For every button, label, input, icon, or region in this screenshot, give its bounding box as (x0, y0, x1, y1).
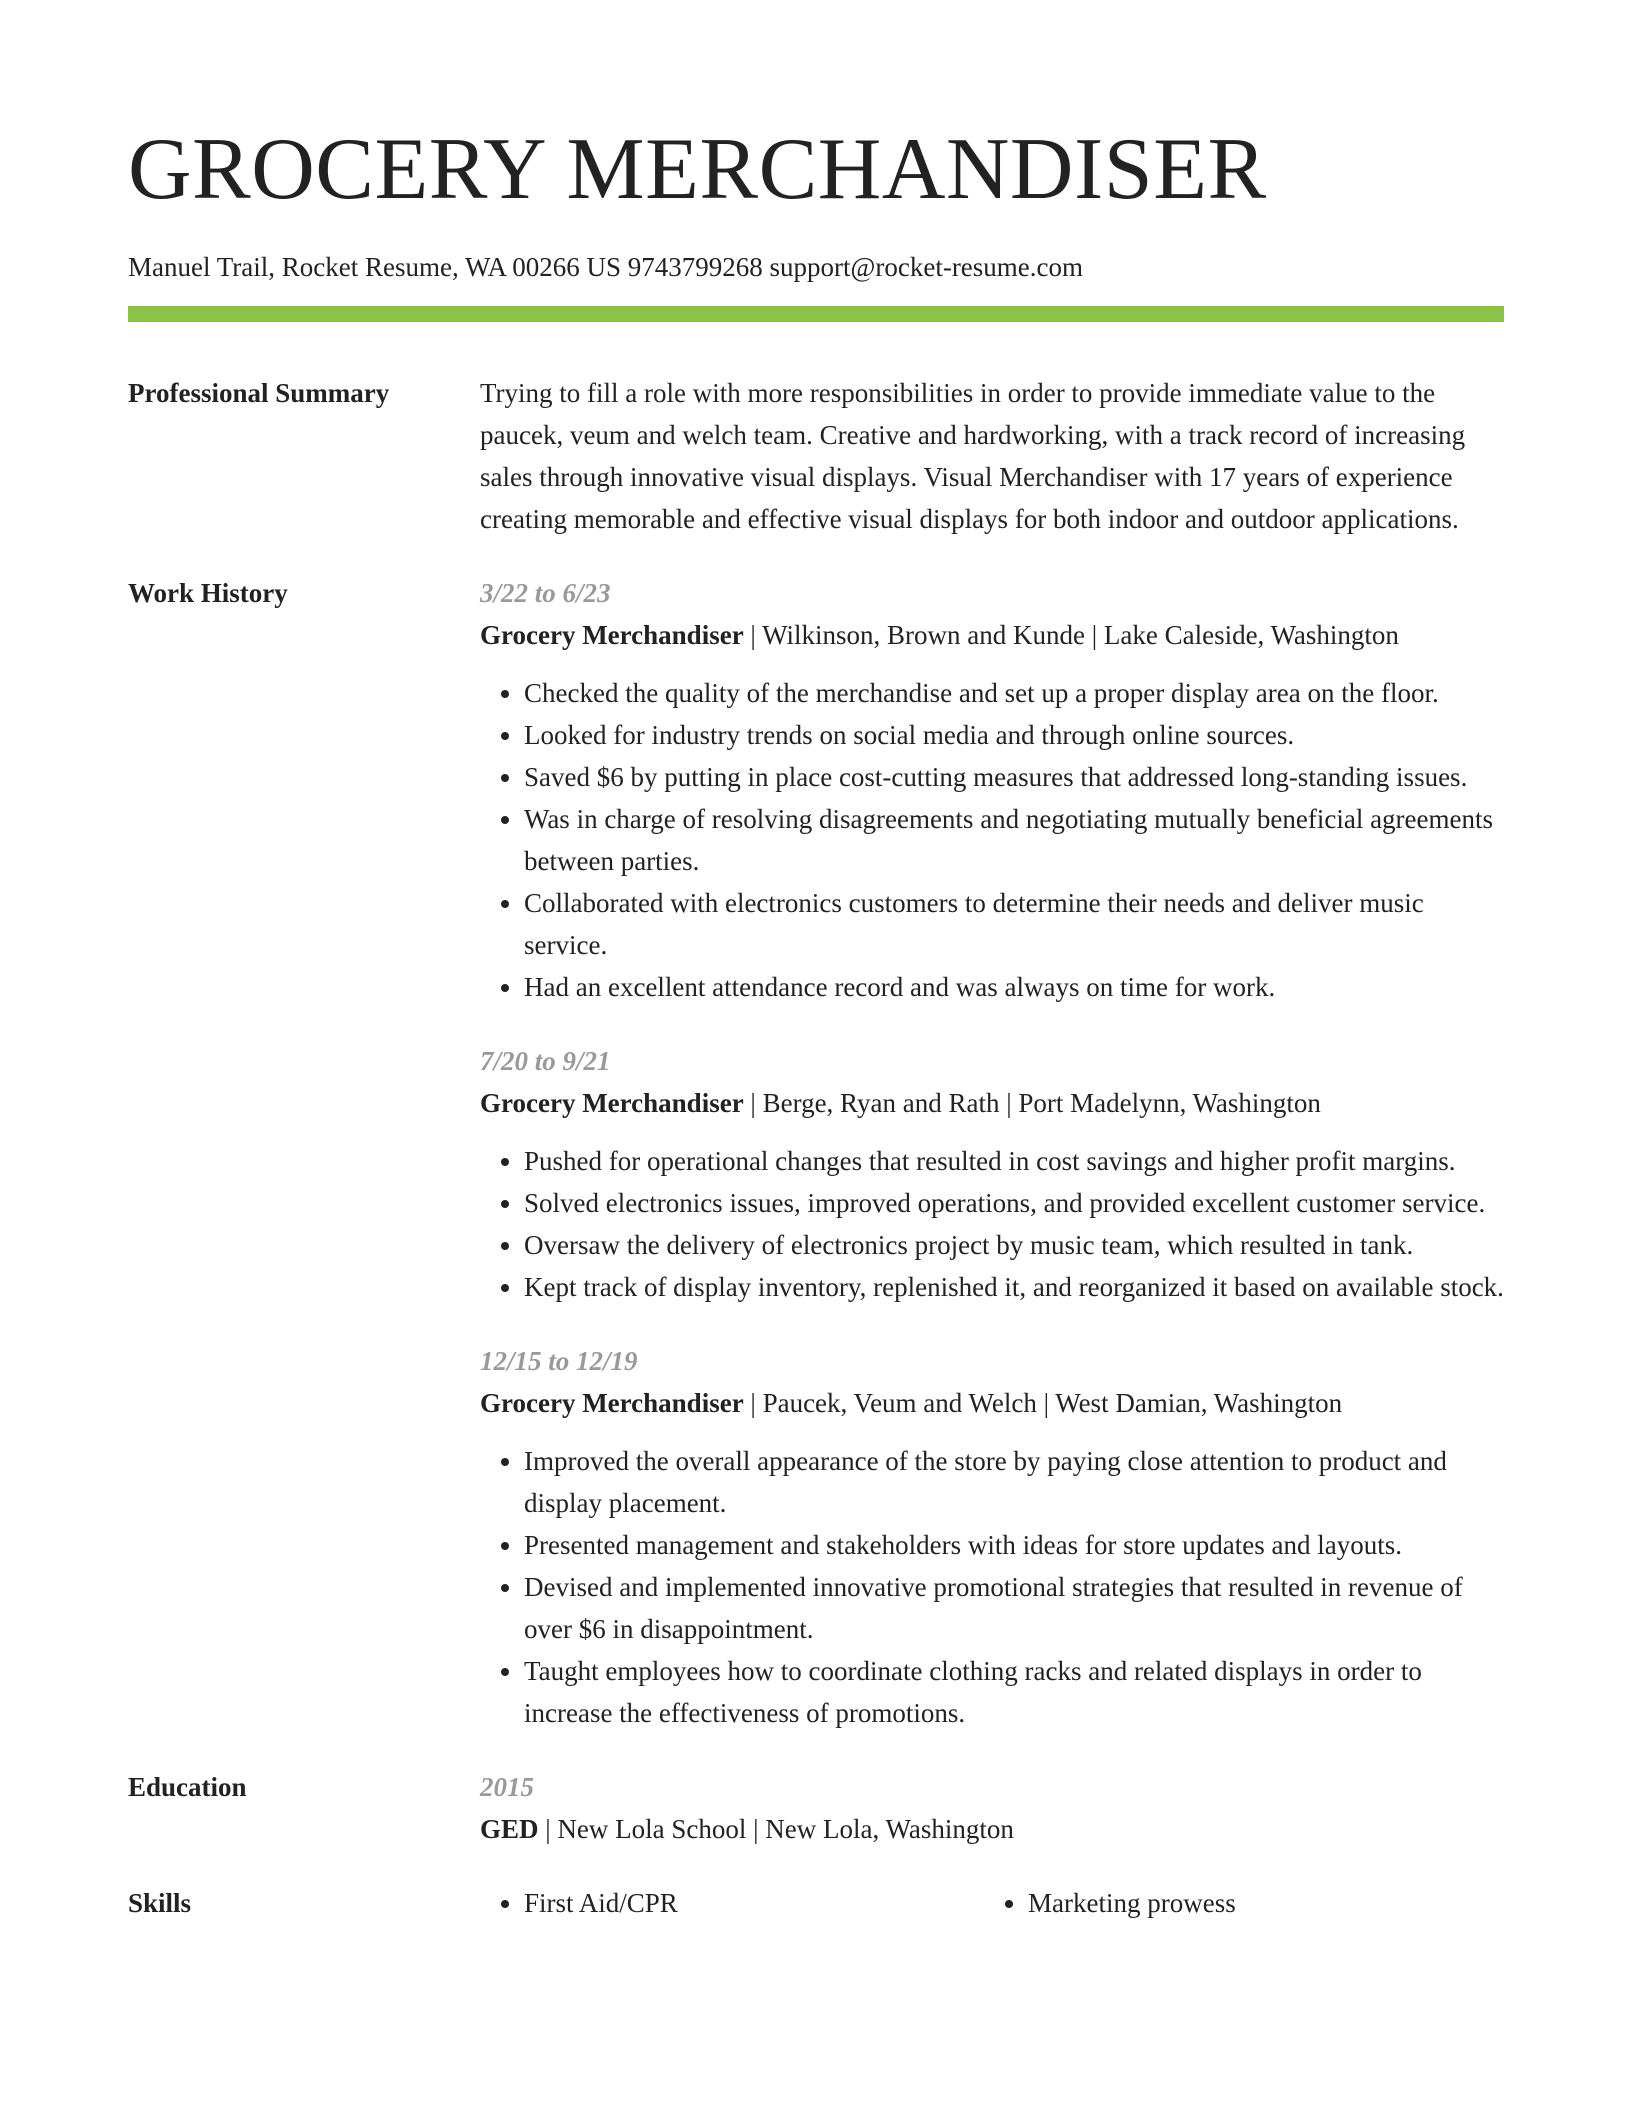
job-dates: 7/20 to 9/21 (480, 1046, 611, 1076)
job-bullet: • Presented management and stakeholders with ideas for store updates and layouts. (524, 1524, 1504, 1566)
contact-line: Manuel Trail, Rocket Resume, WA 00266 US 9743799268 support@rocket-resume.com (128, 252, 1084, 282)
education-heading: Education (128, 1772, 247, 1802)
job-bullet: • Taught employees how to coordinate clothing racks and related displays in order to increase the effectiveness of promotions. (524, 1650, 1504, 1734)
job-bullet: • Solved electronics issues, improved operations, and provided excellent customer service. (524, 1182, 1504, 1224)
job-dates: 3/22 to 6/23 (480, 578, 611, 608)
summary-heading: Professional Summary (128, 378, 390, 408)
job-bullet: • Was in charge of resolving disagreements and negotiating mutually beneficial agreements between parties. (524, 798, 1504, 882)
job-title-line (480, 1382, 1504, 1424)
skill-item: • Marketing prowess (1028, 1882, 1488, 1924)
job-bullet: • Devised and implemented innovative promotional strategies that resulted in revenue of over $6 in disappointment. (524, 1566, 1504, 1650)
accent-divider (128, 306, 1504, 322)
job-dates: 12/15 to 12/19 (480, 1346, 638, 1376)
job-bullets (480, 672, 1504, 1008)
skills-heading: Skills (128, 1888, 192, 1918)
job-entry (480, 1040, 1504, 1308)
job-bullet: • Pushed for operational changes that resulted in cost savings and higher profit margins. (524, 1140, 1504, 1182)
job-entry (480, 1340, 1504, 1734)
job-details: | Paucek, Veum and Welch | West Damian, Washington (743, 1388, 1343, 1418)
job-bullet: • Oversaw the delivery of electronics project by music team, which resulted in tank. (524, 1224, 1504, 1266)
education-section (128, 1766, 1504, 1850)
summary-section (128, 372, 1504, 540)
job-bullets (480, 1440, 1504, 1734)
job-title-line (480, 614, 1504, 656)
job-details: | Berge, Ryan and Rath | Port Madelynn, Washington (743, 1088, 1321, 1118)
job-bullet: • Looked for industry trends on social media and through online sources. (524, 714, 1504, 756)
job-title: Grocery Merchandiser (480, 1388, 744, 1418)
job-title: Grocery Merchandiser (480, 620, 744, 650)
job-title-line (480, 1082, 1504, 1124)
skill-item: • First Aid/CPR (524, 1882, 984, 1924)
work-history-section (128, 572, 1504, 1734)
job-bullet: • Improved the overall appearance of the store by paying close attention to product and display placement. (524, 1440, 1504, 1524)
job-bullet: • Kept track of display inventory, replenished it, and reorganized it based on available stock. (524, 1266, 1504, 1308)
education-degree: GED (480, 1814, 539, 1844)
skills-column (480, 1882, 984, 1924)
education-entry (480, 1766, 1504, 1850)
job-title: Grocery Merchandiser (480, 1088, 744, 1118)
job-bullet: • Saved $6 by putting in place cost-cutting measures that addressed long-standing issues. (524, 756, 1504, 798)
job-bullets (480, 1140, 1504, 1308)
education-line (480, 1808, 1504, 1850)
resume-name: GROCERY MERCHANDISER (128, 121, 1267, 218)
work-history-heading: Work History (128, 578, 288, 608)
job-bullet: • Checked the quality of the merchandise and set up a proper display area on the floor. (524, 672, 1504, 714)
summary-text: Trying to fill a role with more responsibilities in order to provide immediate value to the paucek, veum and welch team. Creative and hardworking, with a track record of increasing sales through innovative visual displays. Visual Merchandiser with 17 years of experience creating memorable and effective visual displays for both indoor and outdoor applications. (480, 378, 1466, 534)
job-entry (480, 572, 1504, 1008)
education-year: 2015 (480, 1772, 534, 1802)
education-details: | New Lola School | New Lola, Washington (538, 1814, 1014, 1844)
skills-list (480, 1882, 1504, 1924)
skills-body (480, 1882, 1504, 1924)
skills-section (128, 1882, 1504, 1924)
resume-page (128, 0, 1504, 1924)
job-details: | Wilkinson, Brown and Kunde | Lake Caleside, Washington (743, 620, 1399, 650)
job-bullet: • Had an excellent attendance record and was always on time for work. (524, 966, 1504, 1008)
skills-column (984, 1882, 1488, 1924)
job-bullet: • Collaborated with electronics customers to determine their needs and deliver music service. (524, 882, 1504, 966)
work-history-list (480, 572, 1504, 1734)
